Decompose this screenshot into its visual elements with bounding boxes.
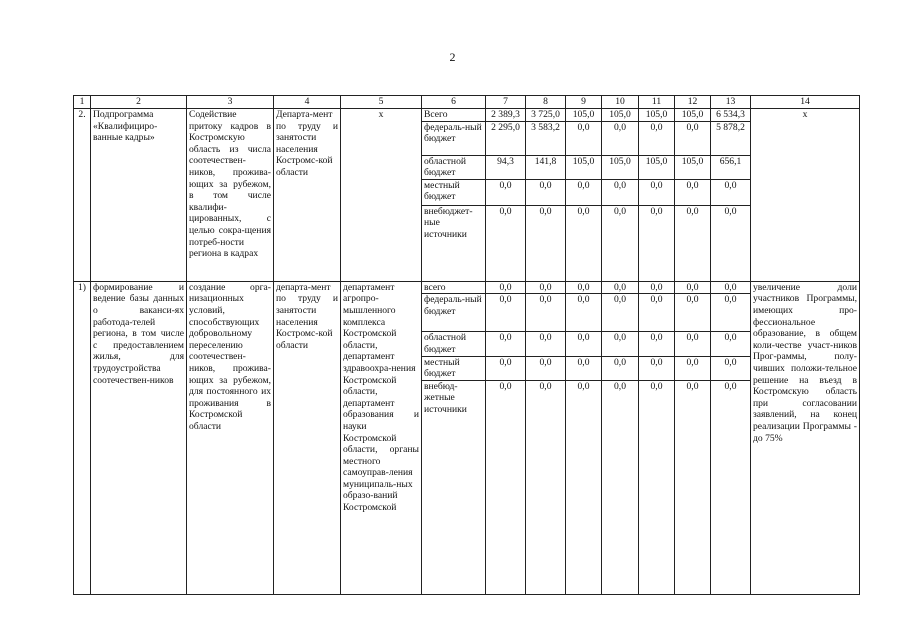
funding-value-cell: 0,0 xyxy=(602,205,639,281)
funding-source-label: всего xyxy=(422,281,486,294)
header-cell: 9 xyxy=(566,96,602,109)
funding-value-cell: 141,8 xyxy=(526,155,566,179)
funding-value-cell: 0,0 xyxy=(639,332,675,356)
funding-value-cell: 0,0 xyxy=(639,281,675,294)
funding-value-cell: 0,0 xyxy=(639,205,675,281)
header-row xyxy=(74,96,860,109)
row-number-cell: 1) xyxy=(74,281,91,594)
header-cell: 5 xyxy=(341,96,422,109)
funding-value-cell: 105,0 xyxy=(639,155,675,179)
funding-value-cell: 0,0 xyxy=(526,356,566,380)
table-body xyxy=(74,96,860,595)
funding-value-cell: 0,0 xyxy=(486,356,526,380)
funding-value-cell: 0,0 xyxy=(675,380,711,594)
funding-value-cell: 0,0 xyxy=(711,205,751,281)
funding-value-cell: 0,0 xyxy=(602,356,639,380)
funding-value-cell: 0,0 xyxy=(566,356,602,380)
program-table xyxy=(73,95,860,595)
funding-value-cell: 0,0 xyxy=(639,294,675,332)
header-cell: 8 xyxy=(526,96,566,109)
funding-value-cell: 0,0 xyxy=(711,179,751,205)
header-cell: 11 xyxy=(639,96,675,109)
funding-value-cell: 0,0 xyxy=(566,281,602,294)
funding-value-cell: 0,0 xyxy=(566,380,602,594)
funding-value-cell: 0,0 xyxy=(526,205,566,281)
funding-source-label: внебюджет-ные источники xyxy=(422,205,486,281)
funding-value-cell: 0,0 xyxy=(526,281,566,294)
funding-value-cell: 0,0 xyxy=(711,332,751,356)
funding-value-cell: 0,0 xyxy=(675,205,711,281)
participants-cell: х xyxy=(341,109,422,282)
funding-source-label: федераль-ный бюджет xyxy=(422,294,486,332)
header-cell: 14 xyxy=(751,96,860,109)
funding-value-cell: 5 878,2 xyxy=(711,121,751,155)
funding-value-cell: 0,0 xyxy=(602,179,639,205)
funding-value-cell: 6 534,3 xyxy=(711,109,751,122)
row-number-cell: 2. xyxy=(74,109,91,282)
funding-value-cell: 0,0 xyxy=(602,281,639,294)
funding-value-cell: 0,0 xyxy=(711,281,751,294)
funding-source-label: местный бюджет xyxy=(422,179,486,205)
funding-value-cell: 105,0 xyxy=(675,109,711,122)
funding-source-label: Всего xyxy=(422,109,486,122)
funding-value-cell: 3 583,2 xyxy=(526,121,566,155)
funding-value-cell: 0,0 xyxy=(566,121,602,155)
funding-value-cell: 105,0 xyxy=(639,109,675,122)
funding-value-cell: 3 725,0 xyxy=(526,109,566,122)
funding-source-label: областной бюджет xyxy=(422,332,486,356)
funding-value-cell: 0,0 xyxy=(711,380,751,594)
funding-value-cell: 0,0 xyxy=(486,380,526,594)
funding-value-cell: 0,0 xyxy=(486,179,526,205)
funding-value-cell: 105,0 xyxy=(602,109,639,122)
funding-value-cell: 0,0 xyxy=(486,281,526,294)
funding-value-cell: 105,0 xyxy=(566,155,602,179)
funding-value-cell: 0,0 xyxy=(526,380,566,594)
event-name-cell: формирование и ведение базы данных о ваканси-ях работода-телей региона, в том числе с предоставлением жилья, для трудоустройства соотечествен-ников xyxy=(91,281,187,594)
funding-value-cell: 0,0 xyxy=(675,294,711,332)
header-cell: 6 xyxy=(422,96,486,109)
funding-value-cell: 0,0 xyxy=(602,121,639,155)
funding-value-cell: 0,0 xyxy=(711,356,751,380)
executor-cell: департа-мент по труду и занятости населения Костромс-кой области xyxy=(274,281,341,594)
header-cell: 1 xyxy=(74,96,91,109)
funding-value-cell: 105,0 xyxy=(602,155,639,179)
funding-value-cell: 0,0 xyxy=(639,179,675,205)
header-cell: 3 xyxy=(187,96,274,109)
funding-value-cell: 105,0 xyxy=(566,109,602,122)
funding-value-cell: 2 389,3 xyxy=(486,109,526,122)
funding-source-label: местный бюджет xyxy=(422,356,486,380)
header-cell: 10 xyxy=(602,96,639,109)
funding-source-label: внебюд-жетные источники xyxy=(422,380,486,594)
participants-cell: департамент агропро-мышленного комплекса Костромской области, департамент здравоохра-нения Костромской области, департамент образования и науки Костромской области, органы местного самоуправ-ления муниципаль-ных образо-ваний Костромской xyxy=(341,281,422,594)
funding-value-cell: 0,0 xyxy=(675,179,711,205)
funding-value-cell: 0,0 xyxy=(639,121,675,155)
funding-value-cell: 0,0 xyxy=(566,179,602,205)
executor-cell: Департа-мент по труду и занятости населения Костромс-кой области xyxy=(274,109,341,282)
funding-value-cell: 0,0 xyxy=(486,205,526,281)
header-cell: 12 xyxy=(675,96,711,109)
funding-value-cell: 0,0 xyxy=(526,294,566,332)
funding-value-cell: 2 295,0 xyxy=(486,121,526,155)
funding-value-cell: 0,0 xyxy=(486,294,526,332)
header-cell: 13 xyxy=(711,96,751,109)
funding-value-cell: 0,0 xyxy=(675,281,711,294)
funding-value-cell: 0,0 xyxy=(675,332,711,356)
funding-value-cell: 105,0 xyxy=(675,155,711,179)
funding-value-cell: 0,0 xyxy=(639,380,675,594)
header-cell: 2 xyxy=(91,96,187,109)
header-cell: 7 xyxy=(486,96,526,109)
funding-source-label: федераль-ный бюджет xyxy=(422,121,486,155)
funding-value-cell: 0,0 xyxy=(566,205,602,281)
funding-value-cell: 0,0 xyxy=(526,332,566,356)
funding-value-cell: 0,0 xyxy=(486,332,526,356)
funding-value-cell: 0,0 xyxy=(711,294,751,332)
indicator-cell: х xyxy=(751,109,860,282)
funding-value-cell: 0,0 xyxy=(602,380,639,594)
goal-cell: Содействие притоку кадров в Костромскую область из числа соотечествен-ников, прожива-ющих за рубежом, в том числе квалифи-цированных, с целью сокра-щения потреб-ности региона в кадрах xyxy=(187,109,274,282)
funding-value-cell: 656,1 xyxy=(711,155,751,179)
funding-value-cell: 0,0 xyxy=(526,179,566,205)
funding-value-cell: 0,0 xyxy=(675,356,711,380)
event-name-cell: Подпрограмма «Квалифициро-ванные кадры» xyxy=(91,109,187,282)
funding-value-cell: 0,0 xyxy=(675,121,711,155)
header-cell: 4 xyxy=(274,96,341,109)
funding-value-cell: 0,0 xyxy=(566,294,602,332)
table-row xyxy=(74,281,860,294)
goal-cell: создание орга-низационных условий, способствующих добровольному переселению соотечествен-ников, прожива-ющих за рубежом, для постоянного их проживания в Костромской области xyxy=(187,281,274,594)
funding-value-cell: 0,0 xyxy=(566,332,602,356)
funding-source-label: областной бюджет xyxy=(422,155,486,179)
funding-value-cell: 94,3 xyxy=(486,155,526,179)
funding-value-cell: 0,0 xyxy=(639,356,675,380)
page-number: 2 xyxy=(449,50,456,64)
indicator-cell: увеличение доли участников Программы, имеющих про-фессиональное образование, в общем коли-честве участ-ников Прог-раммы, полу-чивших положи-тельное решение на въезд в Костромскую область при согласовании заявлений, на конец реализации Программы - до 75% xyxy=(751,281,860,594)
funding-value-cell: 0,0 xyxy=(602,332,639,356)
funding-value-cell: 0,0 xyxy=(602,294,639,332)
table-row xyxy=(74,109,860,122)
